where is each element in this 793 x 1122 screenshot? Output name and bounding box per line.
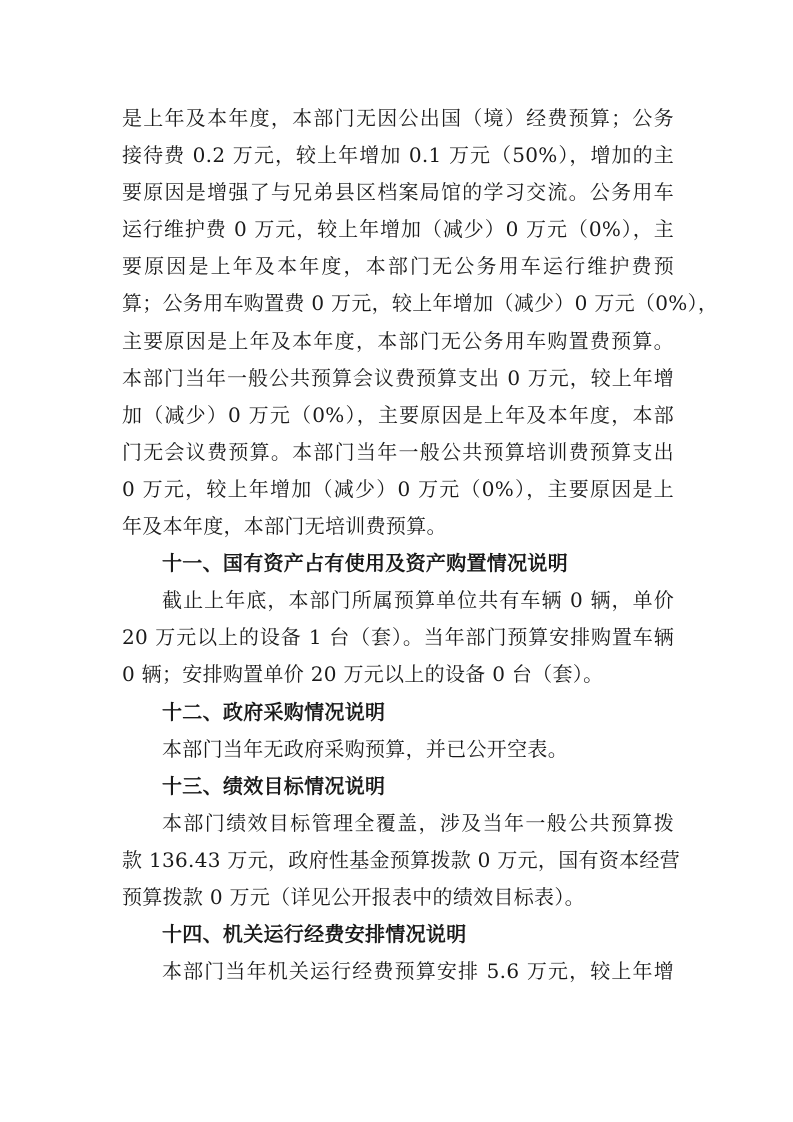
text-line: 截止上年底，本部门所属预算单位共有车辆 0 辆，单价 — [162, 588, 674, 613]
heading-text: 十三、绩效目标情况说明 — [162, 773, 386, 798]
text-line: 运行维护费 0 万元，较上年增加（减少）0 万元（0%），主 — [122, 217, 674, 242]
text-line: 年及本年度，本部门无培训费预算。 — [122, 514, 447, 539]
heading-text: 十一、国有资产占有使用及资产购置情况说明 — [162, 551, 568, 576]
text-line: 本部门绩效目标管理全覆盖，涉及当年一般公共预算拨 — [162, 810, 674, 835]
text-line: 主要原因是上年及本年度，本部门无公务用车购置费预算。 — [122, 328, 674, 353]
text-line: 预算拨款 0 万元（详见公开报表中的绩效目标表）。 — [122, 884, 585, 909]
paragraph — [122, 953, 674, 990]
heading-text: 十二、政府采购情况说明 — [162, 699, 386, 724]
paragraph — [122, 582, 674, 693]
text-line: 0 辆；安排购置单价 20 万元以上的设备 0 台（套）。 — [122, 662, 604, 687]
paragraph — [122, 805, 681, 916]
text-line: 算；公务用车购置费 0 万元，较上年增加（减少）0 万元（0%）， — [122, 291, 719, 316]
paragraph — [122, 100, 719, 545]
text-line: 门无会议费预算。本部门当年一般公共预算培训费预算支出 — [122, 439, 674, 464]
text-line: 要原因是上年及本年度，本部门无公务用车运行维护费预 — [122, 254, 674, 279]
text-line: 20 万元以上的设备 1 台（套）。当年部门预算安排购置车辆 — [122, 625, 674, 650]
text-line: 0 万元，较上年增加（减少）0 万元（0%），主要原因是上 — [122, 476, 674, 501]
heading-text: 十四、机关运行经费安排情况说明 — [162, 922, 467, 947]
text-line: 本部门当年一般公共预算会议费预算支出 0 万元，较上年增 — [122, 365, 674, 390]
text-line: 加（减少）0 万元（0%），主要原因是上年及本年度，本部 — [122, 402, 674, 427]
paragraph — [122, 731, 674, 768]
text-line: 要原因是增强了与兄弟县区档案局馆的学习交流。公务用车 — [122, 180, 674, 205]
text-line: 本部门当年无政府采购预算，并已公开空表。 — [162, 736, 568, 761]
text-line: 本部门当年机关运行经费预算安排 5.6 万元，较上年增 — [162, 959, 674, 984]
text-line: 是上年及本年度，本部门无因公出国（境）经费预算；公务 — [122, 106, 674, 130]
section-heading — [122, 545, 674, 582]
text-line: 接待费 0.2 万元，较上年增加 0.1 万元（50%），增加的主 — [122, 143, 674, 168]
text-line: 款 136.43 万元，政府性基金预算拨款 0 万元，国有资本经营 — [122, 847, 681, 872]
section-heading — [122, 768, 674, 805]
document-body — [122, 100, 719, 990]
section-heading — [122, 694, 674, 731]
section-heading — [122, 916, 674, 953]
